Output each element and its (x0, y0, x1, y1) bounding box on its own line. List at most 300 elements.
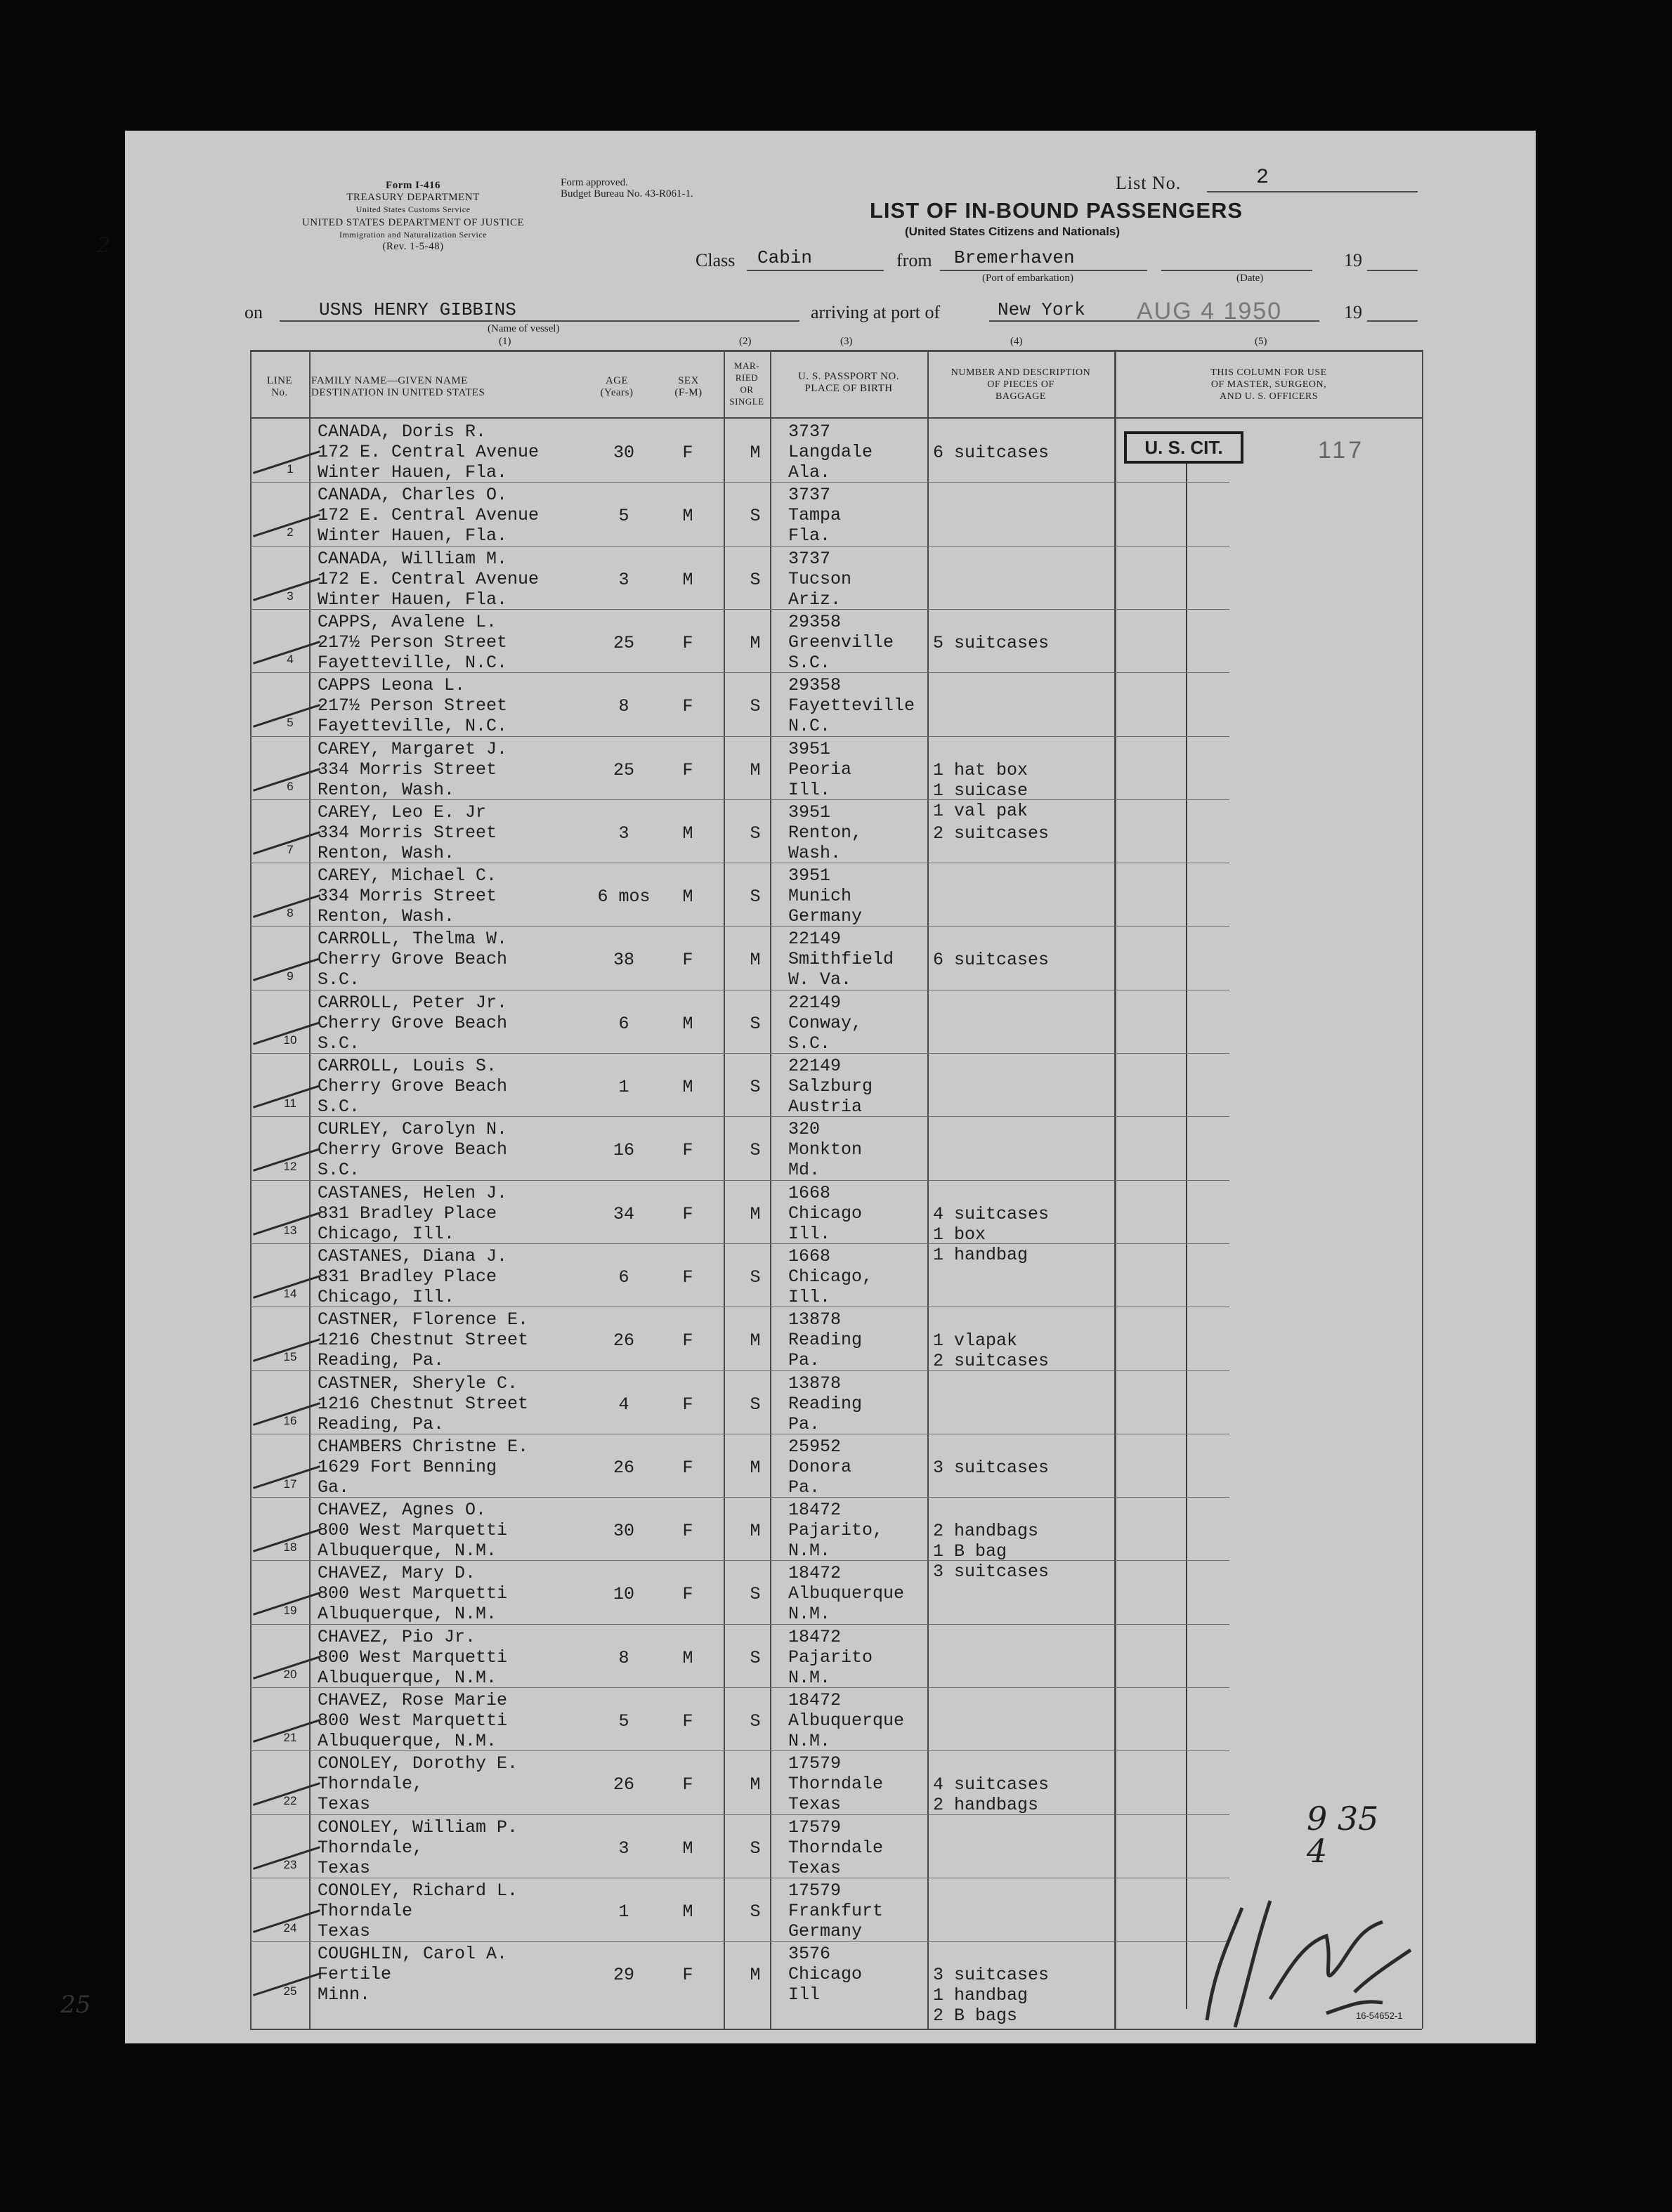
passenger-age: 5 (618, 506, 629, 527)
baggage-item: 1 hat box (933, 759, 1028, 780)
vessel-caption: (Name of vessel) (488, 323, 560, 334)
year-prefix: 19 (1344, 302, 1362, 322)
destination-line: Cherry Grove Beach (318, 1139, 508, 1160)
baggage-item: 1 suicase (933, 780, 1028, 801)
form-title: LIST OF IN-BOUND PASSENGERS (870, 198, 1243, 223)
arrival-date-stamp: AUG 4 1950 (1137, 298, 1283, 325)
line-number: 12 (283, 1160, 297, 1174)
married-or-single: S (750, 1013, 761, 1034)
destination-line: Minn. (318, 1984, 371, 2005)
row-divider (250, 609, 1229, 610)
row-divider (250, 1370, 1229, 1371)
place-of-birth: Albuquerque (788, 1583, 905, 1604)
place-of-birth: Frankfurt (788, 1900, 884, 1921)
baggage-item: 5 suitcases (933, 632, 1050, 653)
passport-number: 17579 (788, 1880, 842, 1901)
column-number: (3) (840, 336, 853, 347)
passenger-name: CONOLEY, William P. (318, 1817, 518, 1838)
place-of-birth: Austria (788, 1097, 863, 1117)
place-of-birth: Pajarito (788, 1647, 873, 1668)
married-or-single: S (750, 886, 761, 908)
baggage-item: 1 B bag (933, 1541, 1007, 1562)
officer-column-line (1186, 464, 1187, 2009)
passenger-sex: F (682, 1203, 693, 1224)
passenger-name: CAREY, Margaret J. (318, 738, 508, 759)
line-number: 25 (283, 1984, 297, 1998)
handwritten-note: 9 35 4 (1307, 1800, 1379, 1870)
passenger-age: 38 (613, 950, 634, 971)
destination-line: Reading, Pa. (318, 1350, 445, 1371)
line-number: 2 (287, 525, 294, 539)
port-of-embarkation: Bremerhaven (954, 247, 1075, 268)
header-age: AGE (Years) (600, 375, 634, 398)
destination-line: 800 West Marquetti (318, 1520, 508, 1541)
passenger-name: CANADA, William M. (318, 548, 508, 569)
line-number: 8 (287, 906, 294, 920)
passport-number: 3951 (788, 738, 831, 759)
passport-number: 3737 (788, 548, 831, 569)
header-name: FAMILY NAME—GIVEN NAME DESTINATION IN UNITED STATES (311, 375, 485, 398)
place-of-birth: Fayetteville (788, 695, 915, 716)
baggage-item: 2 suitcases (933, 1351, 1050, 1372)
passport-number: 22149 (788, 992, 842, 1013)
revision-date: (Rev. 1-5-48) (382, 241, 444, 252)
place-of-birth: Greenville (788, 631, 894, 653)
passenger-sex: M (682, 1901, 693, 1922)
line-number: 10 (283, 1033, 297, 1047)
passenger-sex: F (682, 759, 693, 780)
married-or-single: S (750, 1077, 761, 1097)
place-of-birth: Albuquerque (788, 1710, 905, 1731)
place-of-birth: Md. (788, 1160, 821, 1181)
baggage-item: 4 suitcases (933, 1203, 1050, 1224)
place-of-birth: Ariz. (788, 589, 842, 610)
line-number: 4 (287, 652, 294, 666)
baggage-item: 6 suitcases (933, 443, 1050, 463)
passport-number: 13878 (788, 1373, 842, 1394)
line-number: 19 (283, 1604, 297, 1618)
baggage-item: 2 handbags (933, 1795, 1039, 1816)
justice-department: UNITED STATES DEPARTMENT OF JUSTICE (301, 217, 525, 228)
place-of-birth: Thorndale (788, 1774, 884, 1795)
place-of-birth: Texas (788, 1857, 842, 1878)
destination-line: Chicago, Ill. (318, 1223, 455, 1244)
place-of-birth: S.C. (788, 1033, 831, 1054)
row-divider (250, 546, 1229, 547)
row-divider (250, 1116, 1229, 1117)
passenger-age: 30 (613, 1521, 634, 1542)
destination-line: 831 Bradley Place (318, 1266, 497, 1287)
treasury-department: TREASURY DEPARTMENT (346, 192, 480, 203)
destination-line: 1216 Chestnut Street (318, 1330, 529, 1351)
destination-line: 172 E. Central Avenue (318, 505, 540, 526)
line-number: 20 (283, 1667, 297, 1681)
passenger-name: CASTNER, Sheryle C. (318, 1373, 518, 1394)
married-or-single: S (750, 506, 761, 527)
passenger-count-stamp: 117 (1318, 437, 1365, 464)
place-of-birth: Pa. (788, 1350, 821, 1371)
destination-line: Cherry Grove Beach (318, 1076, 508, 1097)
row-divider (250, 482, 1229, 483)
place-of-birth: W. Va. (788, 969, 852, 990)
destination-line: 217½ Person Street (318, 695, 508, 716)
passenger-sex: M (682, 506, 693, 527)
passenger-sex: F (682, 1965, 693, 1986)
column-number: (4) (1010, 336, 1023, 347)
destination-line: Renton, Wash. (318, 842, 455, 863)
line-number: 18 (283, 1540, 297, 1555)
arrival-port: New York (998, 299, 1085, 320)
passenger-name: CANADA, Doris R. (318, 421, 487, 442)
married-or-single: S (750, 1838, 761, 1859)
married-or-single: S (750, 823, 761, 844)
passenger-sex: F (682, 1267, 693, 1288)
bottom-tally-mark: 25 (60, 1991, 91, 2019)
place-of-birth: Fla. (788, 525, 831, 547)
destination-line: Renton, Wash. (318, 906, 455, 927)
class-value: Cabin (757, 247, 813, 268)
header-passport: U. S. PASSPORT NO. PLACE OF BIRTH (798, 371, 899, 394)
destination-line: Albuquerque, N.M. (318, 1731, 497, 1751)
destination-line: 800 West Marquetti (318, 1583, 508, 1604)
baggage-item: 2 handbags (933, 1521, 1039, 1542)
baggage-item: 1 handbag (933, 1244, 1028, 1265)
place-of-birth: Langdale (788, 442, 873, 462)
destination-line: Thorndale, (318, 1774, 424, 1795)
margin-mark: 2 (97, 233, 111, 258)
baggage-item: 2 B bags (933, 2005, 1018, 2027)
line-number: 11 (284, 1097, 296, 1110)
passport-number: 3576 (788, 1944, 831, 1965)
passenger-sex: F (682, 950, 693, 971)
destination-line: Winter Hauen, Fla. (318, 525, 508, 547)
passenger-sex: M (682, 1647, 693, 1668)
married-or-single: M (750, 1330, 761, 1352)
passenger-age: 34 (613, 1203, 634, 1224)
destination-line: Cherry Grove Beach (318, 1012, 508, 1033)
place-of-birth: Tampa (788, 505, 842, 526)
passport-number: 18472 (788, 1690, 842, 1710)
place-of-birth: Germany (788, 1920, 863, 1942)
passenger-age: 1 (618, 1901, 629, 1922)
row-divider (250, 1497, 1229, 1498)
column-number: (2) (739, 336, 752, 347)
baggage-item: 1 handbag (933, 1985, 1028, 2006)
married-or-single: M (750, 632, 761, 653)
passport-number: 17579 (788, 1817, 842, 1838)
passenger-sex: F (682, 443, 693, 463)
passport-number: 3737 (788, 485, 831, 506)
line-number: 21 (283, 1731, 297, 1744)
list-label: List No. (1116, 173, 1182, 193)
passport-number: 3951 (788, 865, 831, 886)
married-or-single: S (750, 1267, 761, 1288)
married-or-single: M (750, 443, 761, 463)
destination-line: Fayetteville, N.C. (318, 716, 508, 737)
port-caption: (Port of embarkation) (982, 273, 1073, 284)
passenger-name: CONOLEY, Richard L. (318, 1880, 518, 1901)
destination-line: S.C. (318, 1160, 360, 1181)
passport-number: 18472 (788, 1626, 842, 1647)
place-of-birth: N.M. (788, 1667, 831, 1688)
header-line-no: LINE No. (266, 375, 293, 398)
married-or-single: S (750, 1394, 761, 1415)
arriving-label: arriving at port of (811, 302, 941, 322)
place-of-birth: Pa. (788, 1477, 821, 1498)
line-number: 1 (287, 462, 294, 476)
header-officers: THIS COLUMN FOR USE OF MASTER, SURGEON, AND U. S. OFFICERS (1210, 367, 1327, 402)
baggage-item: 3 suitcases (933, 1965, 1050, 1986)
passenger-age: 6 (618, 1267, 629, 1288)
passenger-sex: F (682, 696, 693, 717)
destination-line: Ga. (318, 1477, 350, 1498)
passenger-sex: F (682, 1521, 693, 1542)
passenger-name: CHAVEZ, Pio Jr. (318, 1626, 476, 1647)
passenger-sex: F (682, 1457, 693, 1478)
header-sex: SEX (F-M) (674, 375, 703, 398)
passenger-name: CHAVEZ, Mary D. (318, 1563, 476, 1584)
line-number: 17 (283, 1477, 297, 1491)
passenger-age: 3 (618, 1838, 629, 1859)
passenger-sex: M (682, 1077, 693, 1097)
passport-number: 1668 (788, 1245, 831, 1267)
married-or-single: S (750, 1647, 761, 1668)
year-prefix: 19 (1344, 250, 1362, 270)
passenger-sex: M (682, 569, 693, 590)
baggage-item: 3 suitcases (933, 1457, 1050, 1478)
place-of-birth: Pa. (788, 1413, 821, 1434)
baggage-item: 4 suitcases (933, 1774, 1050, 1795)
passenger-sex: M (682, 1013, 693, 1034)
destination-line: Cherry Grove Beach (318, 949, 508, 970)
passenger-age: 1 (618, 1077, 629, 1097)
passenger-name: CONOLEY, Dorothy E. (318, 1753, 518, 1774)
passenger-age: 16 (613, 1140, 634, 1161)
passenger-sex: F (682, 1711, 693, 1732)
destination-line: S.C. (318, 1033, 360, 1054)
row-divider (250, 736, 1229, 737)
line-number: 23 (283, 1857, 297, 1871)
place-of-birth: N.M. (788, 1731, 831, 1751)
class-label: Class (695, 250, 736, 270)
passenger-age: 5 (618, 1711, 629, 1732)
destination-line: 217½ Person Street (318, 631, 508, 653)
passenger-age: 10 (613, 1584, 634, 1605)
row-divider (250, 1180, 1229, 1181)
place-of-birth: Ill (788, 1984, 821, 2005)
us-citizen-stamp (1124, 431, 1243, 464)
passenger-age: 4 (618, 1394, 629, 1415)
date-caption: (Date) (1236, 273, 1264, 284)
passenger-age: 3 (618, 823, 629, 844)
destination-line: 334 Morris Street (318, 822, 497, 843)
baggage-item: 3 suitcases (933, 1562, 1050, 1583)
passenger-age: 6 (618, 1013, 629, 1034)
passenger-age: 8 (618, 696, 629, 717)
place-of-birth: Chicago (788, 1964, 863, 1985)
place-of-birth: Ill. (788, 1223, 831, 1244)
form-subtitle: (United States Citizens and Nationals) (905, 225, 1121, 238)
passport-number: 29358 (788, 675, 842, 696)
passenger-name: CURLEY, Carolyn N. (318, 1119, 508, 1140)
place-of-birth: Reading (788, 1393, 863, 1414)
table-top-border (250, 350, 1422, 352)
list-number: 2 (1256, 166, 1269, 190)
passenger-age: 26 (613, 1330, 634, 1352)
vessel-name: USNS HENRY GIBBINS (319, 299, 516, 320)
passenger-sex: M (682, 1838, 693, 1859)
passenger-age: 8 (618, 1647, 629, 1668)
place-of-birth: S.C. (788, 652, 831, 673)
form-approved: Form approved. (561, 177, 628, 188)
passenger-name: CASTANES, Diana J. (318, 1245, 508, 1267)
place-of-birth: N.M. (788, 1604, 831, 1625)
passenger-sex: M (682, 886, 693, 908)
place-of-birth: Ill. (788, 1286, 831, 1307)
passenger-name: CAPPS Leona L. (318, 675, 466, 696)
baggage-item: 1 vlapak (933, 1330, 1018, 1352)
destination-line: Renton, Wash. (318, 779, 455, 800)
passenger-sex: F (682, 1394, 693, 1415)
passenger-name: CARROLL, Peter Jr. (318, 992, 508, 1013)
passport-number: 3951 (788, 801, 831, 823)
line-number: 14 (283, 1286, 297, 1300)
place-of-birth: Peoria (788, 759, 852, 780)
place-of-birth: Chicago, (788, 1266, 873, 1287)
header-married: MAR- RIED OR SINGLE (729, 360, 764, 407)
passenger-age: 25 (613, 759, 634, 780)
row-divider (250, 672, 1229, 673)
place-of-birth: Reading (788, 1330, 863, 1351)
married-or-single: M (750, 1457, 761, 1478)
passenger-name: CASTNER, Florence E. (318, 1309, 529, 1330)
married-or-single: M (750, 1203, 761, 1224)
married-or-single: S (750, 696, 761, 717)
row-divider (250, 799, 1229, 800)
budget-bureau: Budget Bureau No. 43-R061-1. (561, 188, 693, 199)
passenger-age: 6 mos (597, 886, 651, 908)
passenger-age: 26 (613, 1457, 634, 1478)
married-or-single: S (750, 1711, 761, 1732)
destination-line: 800 West Marquetti (318, 1710, 508, 1731)
line-number: 9 (287, 969, 294, 983)
line-number: 6 (287, 779, 294, 793)
passenger-sex: F (682, 632, 693, 653)
destination-line: Fayetteville, N.C. (318, 652, 508, 673)
destination-line: 800 West Marquetti (318, 1647, 508, 1668)
line-number: 24 (283, 1920, 297, 1935)
destination-line: S.C. (318, 1097, 360, 1117)
destination-line: Texas (318, 1794, 371, 1815)
row-divider (250, 1687, 1229, 1688)
passport-number: 22149 (788, 929, 842, 950)
passenger-name: CAREY, Leo E. Jr (318, 801, 487, 823)
form-number: Form I-416 (386, 180, 440, 191)
passenger-age: 29 (613, 1965, 634, 1986)
passport-number: 320 (788, 1119, 821, 1140)
row-divider (250, 1053, 1229, 1054)
passenger-sex: M (682, 823, 693, 844)
from-label: from (896, 250, 932, 270)
baggage-item: 2 suitcases (933, 823, 1050, 844)
passport-number: 1668 (788, 1182, 831, 1203)
destination-line: Albuquerque, N.M. (318, 1667, 497, 1688)
passenger-age: 3 (618, 569, 629, 590)
line-number: 3 (287, 589, 294, 603)
line-number: 5 (287, 716, 294, 730)
column-number: (5) (1255, 336, 1267, 347)
passport-number: 3737 (788, 421, 831, 442)
baggage-item: 6 suitcases (933, 950, 1050, 971)
destination-line: 334 Morris Street (318, 759, 497, 780)
passenger-sex: F (682, 1140, 693, 1161)
line-number: 16 (283, 1413, 297, 1427)
row-divider (250, 926, 1229, 927)
place-of-birth: Germany (788, 906, 863, 927)
destination-line: Thorndale, (318, 1837, 424, 1858)
destination-line: Chicago, Ill. (318, 1286, 455, 1307)
destination-line: 172 E. Central Avenue (318, 442, 540, 462)
destination-line: 172 E. Central Avenue (318, 568, 540, 589)
passenger-name: CHAVEZ, Agnes O. (318, 1500, 487, 1521)
destination-line: Winter Hauen, Fla. (318, 589, 508, 610)
married-or-single: S (750, 1140, 761, 1161)
destination-line: Winter Hauen, Fla. (318, 462, 508, 483)
passenger-name: COUGHLIN, Carol A. (318, 1944, 508, 1965)
passenger-name: CARROLL, Louis S. (318, 1056, 497, 1076)
passenger-age: 26 (613, 1774, 634, 1795)
line-number: 15 (283, 1350, 297, 1364)
row-divider (250, 1814, 1229, 1815)
place-of-birth: Munich (788, 886, 852, 907)
place-of-birth: Renton, (788, 822, 863, 843)
destination-line: Albuquerque, N.M. (318, 1604, 497, 1625)
row-divider (250, 1243, 1229, 1244)
passenger-age: 25 (613, 632, 634, 653)
place-of-birth: N.M. (788, 1540, 831, 1562)
place-of-birth: Conway, (788, 1012, 863, 1033)
place-of-birth: Donora (788, 1456, 852, 1477)
destination-line: 831 Bradley Place (318, 1203, 497, 1224)
on-label: on (244, 302, 263, 322)
destination-line: Reading, Pa. (318, 1413, 445, 1434)
us-citizen-stamp-text: U. S. CIT. (1144, 437, 1223, 458)
passenger-sex: F (682, 1584, 693, 1605)
line-number: 13 (283, 1223, 297, 1237)
passenger-name: CHAVEZ, Rose Marie (318, 1690, 508, 1710)
immigration-service: Immigration and Naturalization Service (339, 230, 487, 240)
baggage-item: 1 val pak (933, 800, 1028, 821)
place-of-birth: Ill. (788, 779, 831, 800)
passenger-name: CARROLL, Thelma W. (318, 929, 508, 950)
row-divider (250, 1750, 1229, 1751)
passport-number: 13878 (788, 1309, 842, 1330)
customs-service: United States Customs Service (355, 204, 471, 214)
row-divider (250, 1941, 1229, 1942)
passenger-sex: F (682, 1330, 693, 1352)
passport-number: 17579 (788, 1753, 842, 1774)
column-number: (1) (499, 336, 511, 347)
place-of-birth: Wash. (788, 842, 842, 863)
passenger-name: CHAMBERS Christne E. (318, 1436, 529, 1457)
passport-number: 25952 (788, 1436, 842, 1457)
destination-line: S.C. (318, 969, 360, 990)
place-of-birth: Monkton (788, 1139, 863, 1160)
place-of-birth: Smithfield (788, 949, 894, 970)
passenger-name: CAPPS, Avalene L. (318, 611, 497, 632)
header-bottom-border (250, 417, 1422, 419)
married-or-single: M (750, 950, 761, 971)
